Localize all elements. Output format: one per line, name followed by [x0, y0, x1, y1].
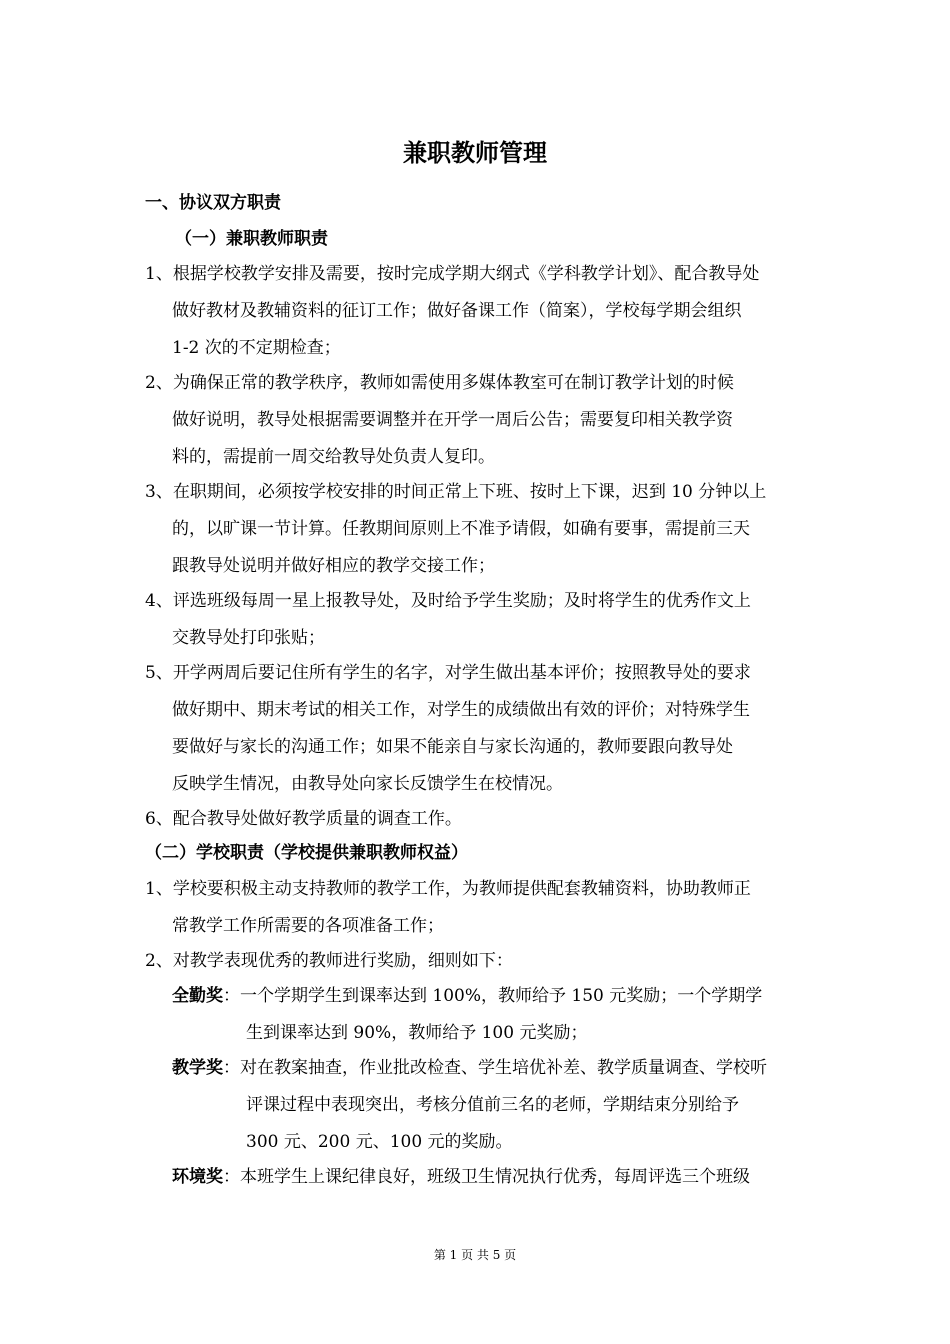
paragraph-line: 4、评选班级每周一星上报教导处，及时给予学生奖励；及时将学生的优秀作文上 — [145, 591, 751, 611]
paragraph-line: 5、开学两周后要记住所有学生的名字，对学生做出基本评价；按照教导处的要求 — [145, 663, 751, 683]
paragraph-line: 料的，需提前一周交给教导处负责人复印。 — [172, 447, 495, 467]
paragraph-line: 6、配合教导处做好教学质量的调查工作。 — [145, 809, 462, 829]
paragraph-line: 做好说明，教导处根据需要调整并在开学一周后公告；需要复印相关教学资 — [172, 410, 733, 430]
award-text: 本班学生上课纪律良好，班级卫生情况执行优秀，每周评选三个班级 — [240, 1167, 750, 1187]
award-environment — [172, 1162, 750, 1187]
award-text: 一个学期学生到课率达到 100%，教师给予 150 元奖励；一个学期学 — [240, 986, 763, 1006]
subsection-heading-2: （二）学校职责（学校提供兼职教师权益） — [145, 843, 468, 863]
page-footer: 第 1 页 共 5 页 — [433, 1248, 517, 1262]
paragraph-line: 3、在职期间，必须按学校安排的时间正常上下班、按时上下课，迟到 10 分钟以上 — [145, 482, 767, 502]
paragraph-line: 的，以旷课一节计算。任教期间原则上不准予请假，如确有要事，需提前三天 — [172, 519, 750, 539]
paragraph-line: 跟教导处说明并做好相应的教学交接工作； — [172, 556, 495, 576]
award-label: 环境奖 — [172, 1167, 223, 1187]
paragraph-line: 做好教材及教辅资料的征订工作；做好备课工作（简案），学校每学期会组织 — [172, 301, 742, 321]
paragraph-line: 常教学工作所需要的各项准备工作； — [172, 916, 444, 936]
paragraph-line: 2、为确保正常的教学秩序，教师如需使用多媒体教室可在制订教学计划的时候 — [145, 373, 734, 393]
paragraph-line: 评课过程中表现突出，考核分值前三名的老师，学期结束分别给予 — [246, 1095, 739, 1115]
paragraph-line: 反映学生情况，由教导处向家长反馈学生在校情况。 — [172, 774, 563, 794]
paragraph-line: 1、学校要积极主动支持教师的教学工作，为教师提供配套教辅资料，协助教师正 — [145, 879, 751, 899]
paragraph-line: 做好期中、期末考试的相关工作，对学生的成绩做出有效的评价；对特殊学生 — [172, 700, 750, 720]
paragraph-line: 交教导处打印张贴； — [172, 628, 325, 648]
award-separator: ： — [223, 1167, 240, 1187]
paragraph-line: 生到课率达到 90%，教师给予 100 元奖励； — [246, 1023, 588, 1043]
award-text: 对在教案抽查，作业批改检查、学生培优补差、教学质量调查、学校听 — [240, 1058, 767, 1078]
award-full-attendance — [172, 981, 762, 1006]
paragraph-line: 要做好与家长的沟通工作；如果不能亲自与家长沟通的，教师要跟向教导处 — [172, 737, 733, 757]
award-separator: ： — [223, 1058, 240, 1078]
section-heading-1: 一、协议双方职责 — [145, 193, 281, 213]
paragraph-line: 2、对教学表现优秀的教师进行奖励，细则如下： — [145, 951, 513, 971]
paragraph-line: 1-2 次的不定期检查； — [172, 338, 341, 358]
paragraph-line: 1、根据学校教学安排及需要，按时完成学期大纲式《学科教学计划》、配合教导处 — [145, 264, 760, 284]
subsection-heading-1: （一）兼职教师职责 — [175, 229, 328, 249]
paragraph-line: 300 元、200 元、100 元的奖励。 — [246, 1132, 513, 1152]
award-separator: ： — [223, 986, 240, 1006]
award-teaching — [172, 1053, 767, 1078]
award-label: 教学奖 — [172, 1058, 223, 1078]
page-title: 兼职教师管理 — [403, 139, 547, 167]
award-label: 全勤奖 — [172, 986, 223, 1006]
